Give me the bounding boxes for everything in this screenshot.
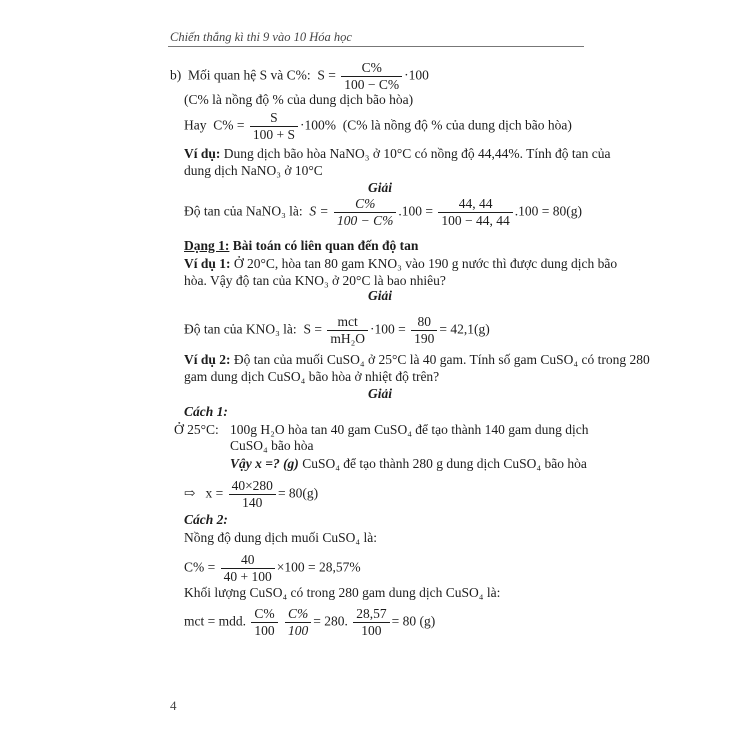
denominator: 100 − C%: [334, 212, 396, 229]
solution-lead: Độ tan của NaNO₃ là:: [184, 203, 303, 219]
cach-2-formula1: [184, 552, 361, 585]
numerator: C%: [355, 196, 376, 211]
formula-lhs: C% =: [213, 117, 245, 133]
numerator: 40×280: [231, 478, 273, 493]
fraction: [438, 196, 512, 229]
formula-tail: ·100%: [300, 117, 336, 133]
formula-tail: .100 = 80(g): [514, 203, 583, 219]
formula-tail: = 42,1(g): [439, 321, 490, 337]
cach-1-formula: [184, 478, 318, 511]
numerator: C%: [254, 606, 275, 621]
giai-heading: Giải: [367, 180, 392, 195]
formula-lhs: x =: [205, 485, 224, 501]
fraction: [353, 606, 389, 639]
formula-mid: ·100 =: [370, 321, 406, 337]
cach-2-formula2: [184, 606, 435, 639]
denominator: 100: [251, 622, 277, 639]
formula-tail: ·100: [404, 67, 429, 83]
formula-mid: .100 =: [398, 203, 434, 219]
cach-1-text: CuSO₄ để tạo thành 280 g dung dịch CuSO₄ bão hòa: [302, 456, 587, 471]
denominator: 100 − 44, 44: [438, 212, 512, 229]
numerator: S: [270, 110, 278, 125]
giai-heading: Giải: [367, 288, 392, 303]
dang-1-heading: [184, 238, 418, 254]
solution-lead: Độ tan của KNO₃ là:: [184, 321, 297, 337]
denominator: 40 + 100: [221, 568, 275, 585]
fraction: [221, 552, 275, 585]
formula-lhs: mct = mdd.: [184, 613, 246, 629]
example-2-line1: [184, 352, 650, 368]
formula-mid: = 280.: [313, 613, 348, 629]
cach-1-at: Ở 25°C:: [174, 422, 219, 437]
example-text: Độ tan của muối CuSO₄ ở 25°C là 40 gam. Tính số gam CuSO₄ có trong 280: [233, 352, 650, 367]
cach-1-line3: [230, 456, 587, 472]
numerator: 80: [417, 314, 432, 329]
relation-intro: Mối quan hệ S và C%:: [188, 67, 311, 83]
numerator: mct: [337, 314, 358, 329]
numerator: 28,57: [356, 606, 387, 621]
formula-tail: ×100 = 28,57%: [276, 559, 361, 575]
numerator: 40: [240, 552, 255, 567]
fraction: [250, 110, 298, 143]
cach-1-label: Cách 1:: [184, 404, 228, 419]
example-label: Ví dụ 1:: [184, 256, 231, 271]
cach-2-text1: Nồng độ dung dịch muối CuSO₄ là:: [184, 530, 377, 545]
cach-2-text2: Khối lượng CuSO₄ có trong 280 gam dung dịch CuSO₄ là:: [184, 585, 501, 600]
example-text: Dung dịch bão hòa NaNO₃ ở 10°C có nồng độ 44,44%. Tính độ tan của: [223, 146, 611, 161]
fraction: [229, 478, 276, 511]
formula-tail: = 80(g): [277, 485, 319, 501]
fraction: [341, 60, 402, 93]
cach-1-line1: 100g H₂O hòa tan 40 gam CuSO₄ để tạo thành 140 gam dung dịch: [230, 422, 589, 437]
example-1-line1: [184, 256, 617, 272]
dang-label: Dạng 1:: [184, 238, 230, 253]
denominator: 140: [229, 494, 276, 511]
example-1-solution: [184, 314, 490, 347]
section-label: b): [170, 67, 182, 83]
relation-note-2: (C% là nồng độ % của dung dịch bão hòa): [342, 117, 572, 133]
relation-formula: [170, 60, 429, 93]
fraction: [327, 314, 368, 347]
example-label: Ví dụ:: [184, 146, 221, 161]
implies-arrow-icon: ⇨: [184, 485, 196, 501]
example-2-line2: gam dung dịch CuSO₄ bão hòa ở nhiệt độ trên?: [184, 369, 440, 384]
relation-formula-2: [184, 110, 572, 143]
formula-lhs: C% =: [184, 559, 216, 575]
example-1-line2: hòa. Vậy độ tan của KNO₃ ở 20°C là bao nhiêu?: [184, 273, 446, 288]
cach-1-line2: CuSO₄ bão hòa: [230, 438, 314, 453]
example-0-solution: [184, 196, 582, 229]
example-0-line2: dung dịch NaNO₃ ở 10°C: [184, 163, 323, 178]
emphasis: Vậy x =? (g): [230, 456, 299, 471]
fraction: [334, 196, 396, 229]
formula-lhs: S =: [317, 67, 336, 83]
denominator: 100: [285, 622, 311, 639]
denominator: 100 − C%: [341, 76, 402, 93]
formula-lhs: S =: [309, 203, 329, 219]
denominator: mH₂O: [327, 330, 368, 347]
example-label: Ví dụ 2:: [184, 352, 231, 367]
denominator: 100: [353, 622, 389, 639]
numerator: 44, 44: [458, 196, 493, 211]
cach-2-label: Cách 2:: [184, 512, 228, 527]
formula-tail: = 80 (g): [391, 613, 436, 629]
denominator: 100 + S: [250, 126, 298, 143]
denominator: 190: [411, 330, 437, 347]
numerator: C%: [287, 606, 309, 621]
fraction: [411, 314, 437, 347]
formula-lhs: S =: [303, 321, 322, 337]
giai-heading: Giải: [367, 386, 392, 401]
page-number: 4: [170, 698, 177, 713]
relation-note: (C% là nồng độ % của dung dịch bão hòa): [184, 92, 414, 107]
running-header: Chiến thắng kì thi 9 vào 10 Hóa học: [170, 30, 352, 44]
fraction: [285, 606, 311, 639]
example-0-line1: [184, 146, 610, 162]
hay-label: Hay: [184, 117, 207, 133]
numerator: C%: [361, 60, 382, 75]
header-rule: [168, 46, 584, 47]
dang-title: Bài toán có liên quan đến độ tan: [232, 238, 419, 253]
fraction: [251, 606, 277, 639]
example-text: Ở 20°C, hòa tan 80 gam KNO₃ vào 190 g nước thì được dung dịch bão: [233, 256, 618, 271]
